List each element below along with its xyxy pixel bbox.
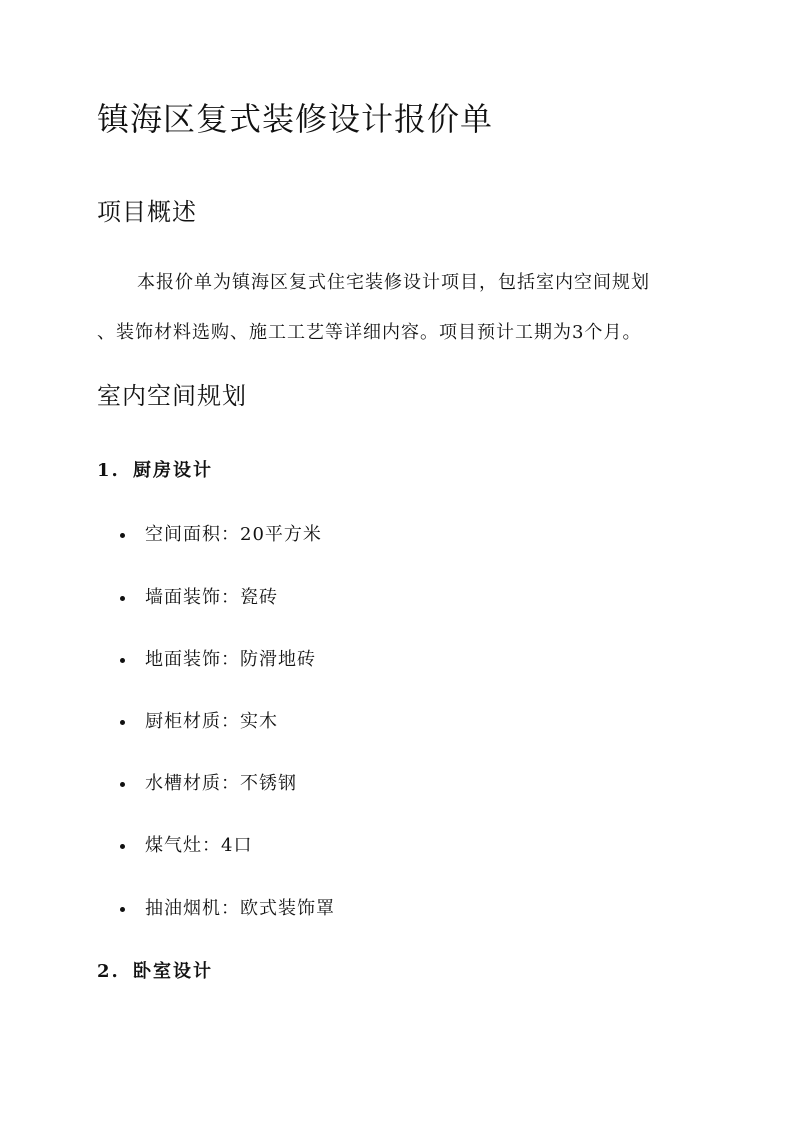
bullet-icon xyxy=(120,720,125,725)
subsection-number: 1. xyxy=(97,460,120,481)
bullet-icon xyxy=(120,596,125,601)
list-item-text: 厨柜材质：实木 xyxy=(145,711,278,732)
subsection-heading-bedroom xyxy=(97,957,213,987)
bullet-icon xyxy=(120,907,125,912)
list-item-text: 空间面积：20平方米 xyxy=(145,524,322,545)
overview-paragraph-line-1 xyxy=(97,258,737,308)
list-item-text: 地面装饰：防滑地砖 xyxy=(145,649,316,670)
bullet-icon xyxy=(120,844,125,849)
bullet-icon xyxy=(120,782,125,787)
section-heading-space-planning: 室内空间规划 xyxy=(97,382,247,410)
overview-paragraph-text-1: 本报价单为镇海区复式住宅装修设计项目，包括室内空间规划 xyxy=(137,272,650,293)
subsection-title: 厨房设计 xyxy=(133,460,213,481)
subsection-number: 2. xyxy=(97,961,120,982)
bullet-icon xyxy=(120,533,125,538)
section-heading-overview: 项目概述 xyxy=(97,198,197,226)
overview-paragraph-line-2: 、装饰材料选购、施工工艺等详细内容。项目预计工期为3个月。 xyxy=(97,322,642,343)
document-title: 镇海区复式装修设计报价单 xyxy=(97,100,494,138)
list-item-text: 墙面装饰：瓷砖 xyxy=(145,587,278,608)
list-item-text: 抽油烟机：欧式装饰罩 xyxy=(145,898,335,919)
list-item-text: 水槽材质：不锈钢 xyxy=(145,773,297,794)
subsection-title: 卧室设计 xyxy=(133,961,213,982)
bullet-icon xyxy=(120,658,125,663)
subsection-heading-kitchen xyxy=(97,456,213,486)
list-item-text: 煤气灶：4口 xyxy=(145,835,253,856)
